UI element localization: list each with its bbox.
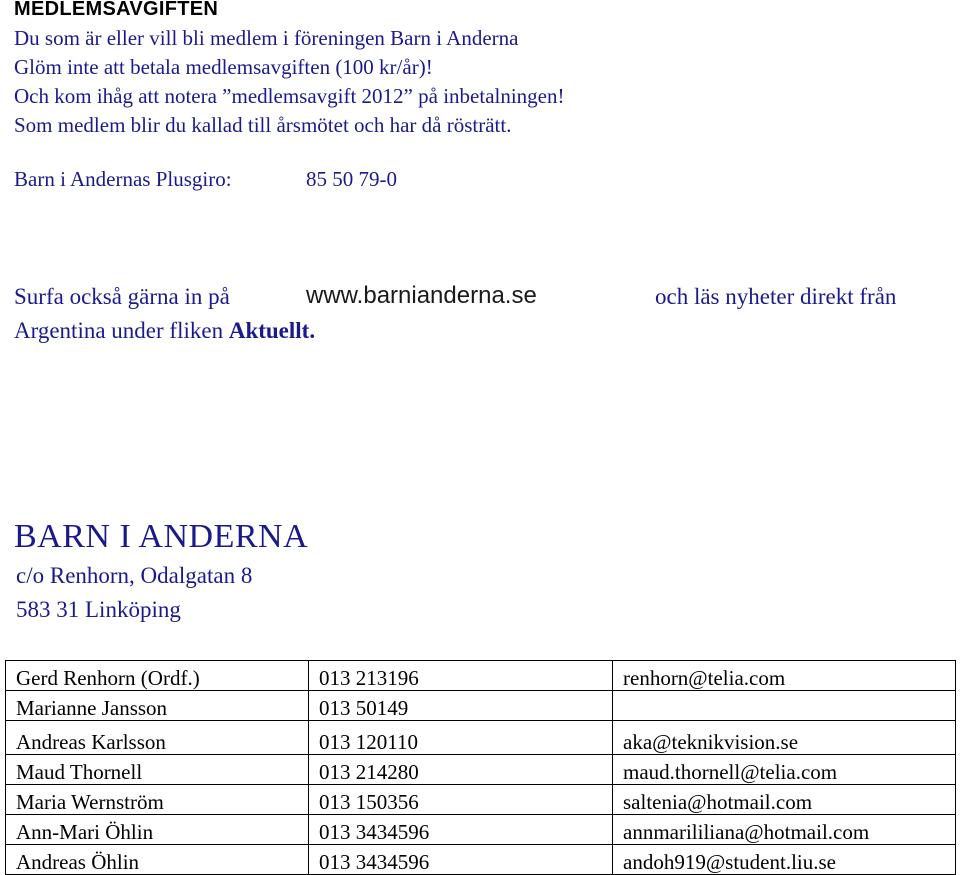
website-line-2-text: Argentina under fliken	[14, 318, 229, 343]
table-row	[6, 721, 956, 755]
contact-name-cell: Maud Thornell	[6, 755, 309, 785]
contact-email-cell[interactable]: saltenia@hotmail.com	[613, 785, 956, 815]
contacts-table	[5, 660, 956, 875]
membership-line-3: Och kom ihåg att notera ”medlemsavgift 2012” på inbetalningen!	[14, 84, 565, 108]
organization-name: BARN I ANDERNA	[14, 518, 309, 555]
website-prefix: Surfa också gärna in på	[14, 284, 230, 309]
contact-email-cell[interactable]: maud.thornell@telia.com	[613, 755, 956, 785]
plusgiro-label: Barn i Andernas Plusgiro:	[14, 167, 232, 191]
contact-email-cell[interactable]: andoh919@student.liu.se	[613, 845, 956, 875]
contact-email-cell[interactable]: aka@teknikvision.se	[613, 721, 956, 755]
contact-name-cell: Andreas Karlsson	[6, 721, 309, 755]
membership-line-1: Du som är eller vill bli medlem i föreningen Barn i Anderna	[14, 26, 519, 50]
membership-line-4: Som medlem blir du kallad till årsmötet och har då rösträtt.	[14, 113, 512, 137]
plusgiro-number: 85 50 79-0	[306, 167, 397, 191]
contact-phone-cell: 013 50149	[309, 691, 613, 721]
website-suffix: och läs nyheter direkt från	[655, 284, 897, 309]
contact-email-cell	[613, 691, 956, 721]
contact-name-cell: Maria Wernström	[6, 785, 309, 815]
contact-name-cell: Gerd Renhorn (Ordf.)	[6, 661, 309, 691]
table-row	[6, 785, 956, 815]
contact-email-cell[interactable]: renhorn@telia.com	[613, 661, 956, 691]
contact-name-cell: Ann-Mari Öhlin	[6, 815, 309, 845]
address-line-2: 583 31 Linköping	[16, 597, 181, 622]
aktuellt-label: Aktuellt.	[228, 318, 316, 343]
table-row	[6, 661, 956, 691]
table-row	[6, 691, 956, 721]
contact-email-cell[interactable]: annmarililiana@hotmail.com	[613, 815, 956, 845]
website-line-2	[14, 318, 315, 344]
address-line-1: c/o Renhorn, Odalgatan 8	[16, 563, 253, 588]
contact-phone-cell: 013 120110	[309, 721, 613, 755]
contact-phone-cell: 013 150356	[309, 785, 613, 815]
contact-phone-cell: 013 3434596	[309, 815, 613, 845]
contact-name-cell: Andreas Öhlin	[6, 845, 309, 875]
membership-heading: MEDLEMSAVGIFTEN	[14, 0, 219, 20]
website-url-link[interactable]: www.barnianderna.se	[306, 282, 537, 309]
table-row	[6, 815, 956, 845]
contact-phone-cell: 013 213196	[309, 661, 613, 691]
table-row	[6, 845, 956, 875]
contact-phone-cell: 013 214280	[309, 755, 613, 785]
table-row	[6, 755, 956, 785]
contact-name-cell: Marianne Jansson	[6, 691, 309, 721]
membership-line-2: Glöm inte att betala medlemsavgiften (100 kr/år)!	[14, 55, 433, 79]
contact-phone-cell: 013 3434596	[309, 845, 613, 875]
